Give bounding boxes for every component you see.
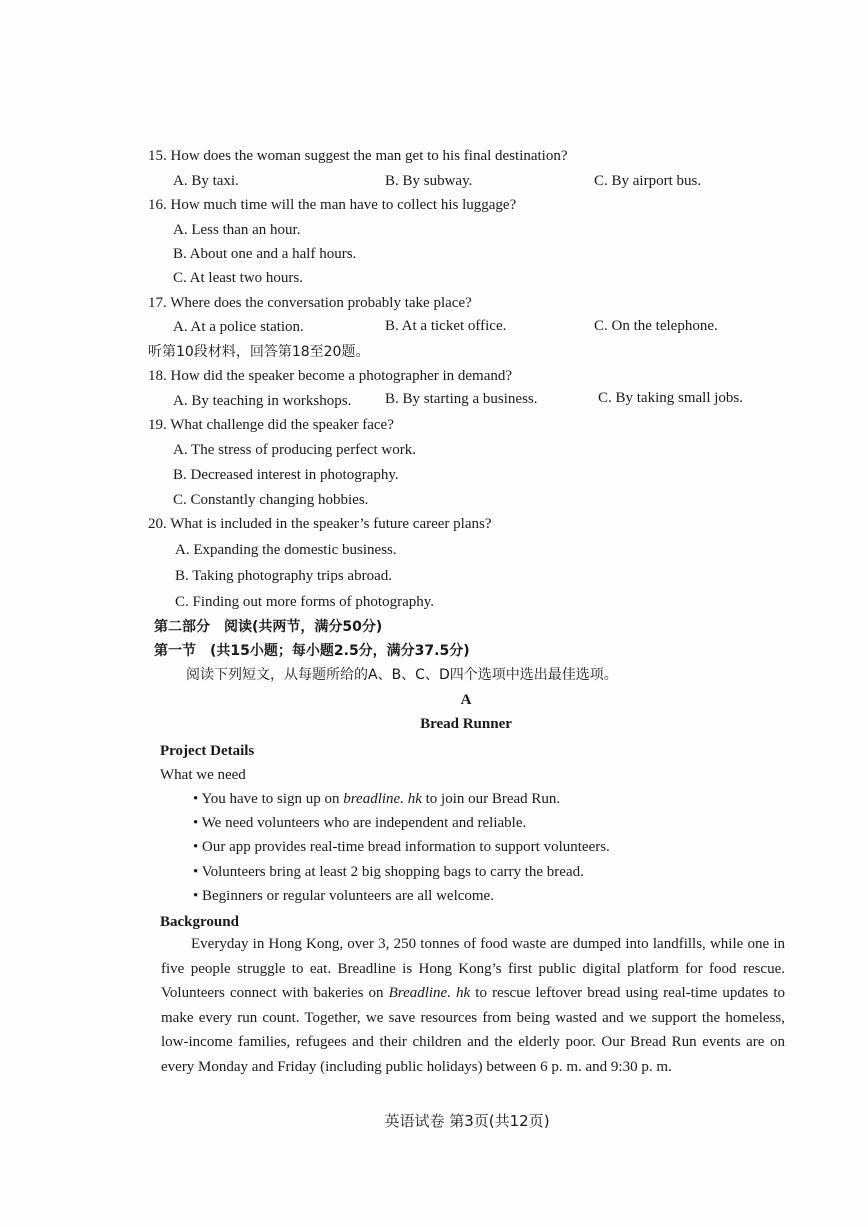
q16-option-c: C. At least two hours.	[173, 270, 303, 286]
bullet-bags: • Volunteers bring at least 2 big shopping bags to carry the bread.	[193, 864, 584, 880]
q19-option-b: B. Decreased interest in photography.	[173, 467, 399, 483]
paragraph-text-pre: Everyday in Hong Kong, over 3, 250 tonnes of food waste are dumped into landfills, while one in five people struggle to eat. Breadline is Hong Kong’s first public digital platform for food rescue. Volunteers connect with bakeries on	[161, 936, 785, 1002]
q20-option-b: B. Taking photography trips abroad.	[175, 568, 392, 584]
breadline-link: breadline. hk	[343, 791, 422, 807]
q15-option-b: B. By subway.	[385, 173, 473, 189]
what-we-need-heading: What we need	[160, 767, 246, 783]
bullet-volunteers: • We need volunteers who are independent and reliable.	[193, 815, 527, 831]
q17-option-a: A. At a police station.	[173, 319, 304, 335]
bullet-sign-up-pre: • You have to sign up on	[193, 791, 344, 807]
question-18: 18. How did the speaker become a photographer in demand?	[148, 368, 513, 384]
q16-option-b: B. About one and a half hours.	[173, 246, 357, 262]
question-17: 17. Where does the conversation probably take place?	[148, 295, 472, 311]
bullet-sign-up-post: to join our Bread Run.	[421, 791, 561, 807]
passage-letter: A	[460, 692, 472, 708]
q15-option-a: A. By taxi.	[173, 173, 239, 189]
question-15: 15. How does the woman suggest the man get to his final destination?	[148, 148, 568, 164]
question-19: 19. What challenge did the speaker face?	[148, 417, 394, 433]
q20-option-c: C. Finding out more forms of photography.	[175, 594, 435, 610]
part-two-heading: 第二部分 阅读(共两节，满分50分)	[154, 619, 383, 635]
q15-option-c: C. By airport bus.	[594, 173, 702, 189]
background-paragraph	[161, 932, 785, 1080]
paragraph-link: Breadline. hk	[388, 985, 471, 1002]
background-heading: Background	[160, 914, 239, 930]
listening-instruction-10: 听第10段材料，回答第18至20题。	[148, 344, 370, 360]
bullet-welcome: • Beginners or regular volunteers are all welcome.	[193, 888, 494, 904]
page-footer: 英语试卷 第3页(共12页)	[384, 1112, 550, 1130]
q18-option-b: B. By starting a business.	[385, 391, 538, 407]
q20-option-a: A. Expanding the domestic business.	[175, 542, 397, 558]
q17-option-c: C. On the telephone.	[594, 318, 718, 334]
project-details-heading: Project Details	[160, 743, 255, 759]
q18-option-a: A. By teaching in workshops.	[173, 393, 352, 409]
q18-option-c: C. By taking small jobs.	[598, 390, 744, 406]
question-20: 20. What is included in the speaker’s future career plans?	[148, 516, 492, 532]
q17-option-b: B. At a ticket office.	[385, 318, 507, 334]
passage-title: Bread Runner	[420, 716, 512, 732]
q19-option-c: C. Constantly changing hobbies.	[173, 492, 369, 508]
paragraph-text-post: to rescue leftover bread using real-time updates to make every run count. Together, we save resources from being wasted and we support the homeless, low-income families, refugees and their children and the elderly poor. Our Bread Run events are on every Monday and Friday (including public holidays) between 6 p. m. and 9:30 p. m.	[161, 985, 785, 1075]
reading-instruction: 阅读下列短文，从每题所给的A、B、C、D四个选项中选出最佳选项。	[186, 667, 618, 683]
section-one-heading: 第一节 (共15小题；每小题2.5分，满分37.5分)	[154, 643, 470, 659]
q19-option-a: A. The stress of producing perfect work.	[173, 442, 416, 458]
q16-option-a: A. Less than an hour.	[173, 222, 301, 238]
bullet-sign-up	[193, 789, 560, 809]
bullet-app: • Our app provides real-time bread information to support volunteers.	[193, 839, 610, 855]
question-16: 16. How much time will the man have to collect his luggage?	[148, 197, 517, 213]
